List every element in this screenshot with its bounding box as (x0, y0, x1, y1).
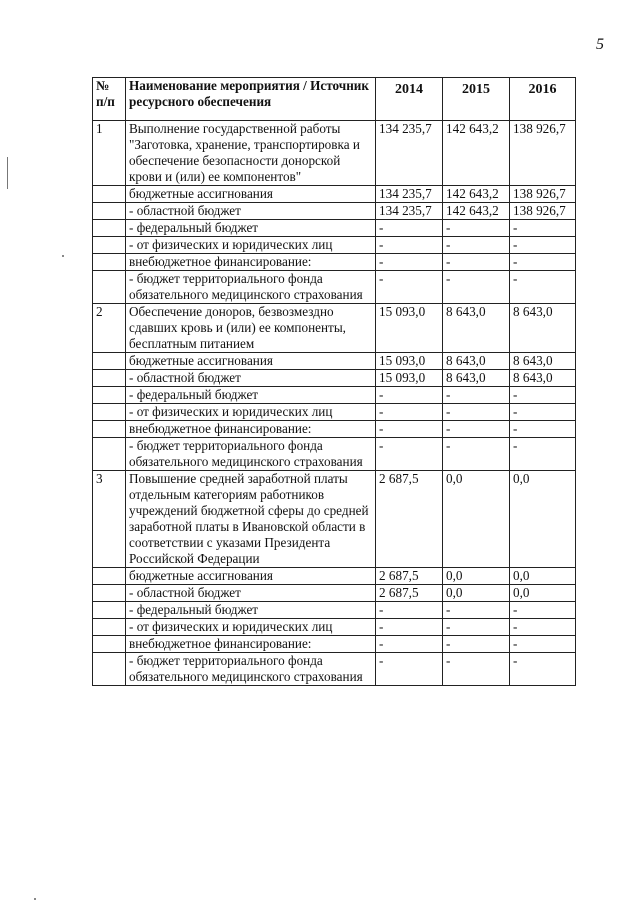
row-label: - федеральный бюджет (126, 387, 376, 404)
section-number: 3 (93, 471, 126, 568)
value-cell: - (510, 237, 576, 254)
scan-speck (34, 898, 36, 900)
value-cell: - (376, 602, 443, 619)
value-cell: - (510, 653, 576, 686)
row-label: - от физических и юридических лиц (126, 237, 376, 254)
value-cell: - (376, 254, 443, 271)
resource-table (92, 77, 576, 686)
row-number-cell (93, 370, 126, 387)
value-cell: - (510, 619, 576, 636)
table-row (93, 585, 576, 602)
table-row (93, 568, 576, 585)
value-cell: 15 093,0 (376, 304, 443, 353)
value-cell: - (443, 220, 510, 237)
section-title: Выполнение государственной работы "Заготовка, хранение, транспортировка и обеспечение безопасности донорской крови и (или) ее компонентов" (126, 121, 376, 186)
section-number: 1 (93, 121, 126, 186)
table-row (93, 404, 576, 421)
row-label: внебюджетное финансирование: (126, 421, 376, 438)
value-cell: - (510, 254, 576, 271)
row-label: внебюджетное финансирование: (126, 636, 376, 653)
value-cell: - (376, 438, 443, 471)
row-number-cell (93, 387, 126, 404)
row-number-cell (93, 585, 126, 602)
value-cell: 134 235,7 (376, 186, 443, 203)
section-row (93, 121, 576, 186)
row-number-cell (93, 602, 126, 619)
value-cell: - (376, 220, 443, 237)
header-year-2016: 2016 (510, 78, 576, 121)
value-cell: 8 643,0 (510, 370, 576, 387)
row-number-cell (93, 220, 126, 237)
value-cell: 2 687,5 (376, 585, 443, 602)
row-label: - федеральный бюджет (126, 220, 376, 237)
value-cell: - (510, 438, 576, 471)
row-number-cell (93, 237, 126, 254)
value-cell: 2 687,5 (376, 568, 443, 585)
value-cell: - (443, 619, 510, 636)
value-cell: - (510, 220, 576, 237)
row-label: - областной бюджет (126, 370, 376, 387)
table-row (93, 653, 576, 686)
row-label: - бюджет территориального фонда обязательного медицинского страхования (126, 653, 376, 686)
value-cell: 138 926,7 (510, 186, 576, 203)
row-label: - федеральный бюджет (126, 602, 376, 619)
value-cell: 134 235,7 (376, 121, 443, 186)
value-cell: - (443, 254, 510, 271)
value-cell: - (510, 387, 576, 404)
section-row (93, 471, 576, 568)
value-cell: 138 926,7 (510, 121, 576, 186)
row-label: - бюджет территориального фонда обязательного медицинского страхования (126, 438, 376, 471)
value-cell: 0,0 (443, 568, 510, 585)
value-cell: - (376, 387, 443, 404)
value-cell: 0,0 (443, 471, 510, 568)
table-row (93, 353, 576, 370)
row-number-cell (93, 254, 126, 271)
row-number-cell (93, 404, 126, 421)
row-number-cell (93, 653, 126, 686)
value-cell: 0,0 (443, 585, 510, 602)
row-number-cell (93, 271, 126, 304)
row-number-cell (93, 203, 126, 220)
row-number-cell (93, 619, 126, 636)
row-label: бюджетные ассигнования (126, 568, 376, 585)
value-cell: 15 093,0 (376, 370, 443, 387)
table-row (93, 421, 576, 438)
row-label: внебюджетное финансирование: (126, 254, 376, 271)
row-number-cell (93, 421, 126, 438)
table-row (93, 602, 576, 619)
value-cell: - (376, 404, 443, 421)
value-cell: 138 926,7 (510, 203, 576, 220)
header-no: № п/п (93, 78, 126, 121)
table-row (93, 438, 576, 471)
header-year-2015: 2015 (443, 78, 510, 121)
value-cell: - (443, 438, 510, 471)
value-cell: - (376, 271, 443, 304)
value-cell: - (376, 636, 443, 653)
row-label: - от физических и юридических лиц (126, 404, 376, 421)
header-name: Наименование мероприятия / Источник ресурсного обеспечения (126, 78, 376, 121)
table-row (93, 203, 576, 220)
header-row (93, 78, 576, 121)
value-cell: 8 643,0 (510, 353, 576, 370)
value-cell: 8 643,0 (443, 370, 510, 387)
value-cell: - (443, 387, 510, 404)
value-cell: 8 643,0 (510, 304, 576, 353)
value-cell: - (443, 404, 510, 421)
row-label: - областной бюджет (126, 203, 376, 220)
value-cell: - (443, 271, 510, 304)
row-label: бюджетные ассигнования (126, 186, 376, 203)
value-cell: - (510, 602, 576, 619)
value-cell: 15 093,0 (376, 353, 443, 370)
value-cell: 0,0 (510, 471, 576, 568)
value-cell: - (443, 636, 510, 653)
table-row (93, 636, 576, 653)
table-row (93, 387, 576, 404)
value-cell: - (376, 237, 443, 254)
section-title: Обеспечение доноров, безвозмездно сдавших кровь и (или) ее компоненты, бесплатным питанием (126, 304, 376, 353)
value-cell: - (510, 404, 576, 421)
table-row (93, 370, 576, 387)
row-number-cell (93, 186, 126, 203)
section-row (93, 304, 576, 353)
scan-margin-mark (7, 157, 8, 189)
value-cell: - (510, 421, 576, 438)
page-number: 5 (596, 36, 604, 53)
value-cell: - (510, 271, 576, 304)
value-cell: 8 643,0 (443, 304, 510, 353)
row-label: - от физических и юридических лиц (126, 619, 376, 636)
value-cell: - (443, 653, 510, 686)
value-cell: - (510, 636, 576, 653)
section-number: 2 (93, 304, 126, 353)
value-cell: 8 643,0 (443, 353, 510, 370)
table-row (93, 186, 576, 203)
value-cell: - (376, 619, 443, 636)
row-label: бюджетные ассигнования (126, 353, 376, 370)
value-cell: 134 235,7 (376, 203, 443, 220)
row-label: - бюджет территориального фонда обязательного медицинского страхования (126, 271, 376, 304)
row-number-cell (93, 438, 126, 471)
value-cell: 0,0 (510, 585, 576, 602)
value-cell: - (443, 602, 510, 619)
section-title: Повышение средней заработной платы отдельным категориям работников учреждений бюджетной сферы до средней заработной платы в Ивановской области в соответствии с указами Президента Российской Федерации (126, 471, 376, 568)
row-number-cell (93, 568, 126, 585)
table-row (93, 619, 576, 636)
row-label: - областной бюджет (126, 585, 376, 602)
value-cell: - (443, 237, 510, 254)
value-cell: 142 643,2 (443, 186, 510, 203)
row-number-cell (93, 353, 126, 370)
table-row (93, 271, 576, 304)
value-cell: - (376, 653, 443, 686)
table-row (93, 254, 576, 271)
value-cell: 2 687,5 (376, 471, 443, 568)
value-cell: - (376, 421, 443, 438)
table-row (93, 237, 576, 254)
row-number-cell (93, 636, 126, 653)
value-cell: 0,0 (510, 568, 576, 585)
table-row (93, 220, 576, 237)
header-year-2014: 2014 (376, 78, 443, 121)
value-cell: 142 643,2 (443, 121, 510, 186)
scan-speck (62, 255, 64, 257)
value-cell: 142 643,2 (443, 203, 510, 220)
value-cell: - (443, 421, 510, 438)
